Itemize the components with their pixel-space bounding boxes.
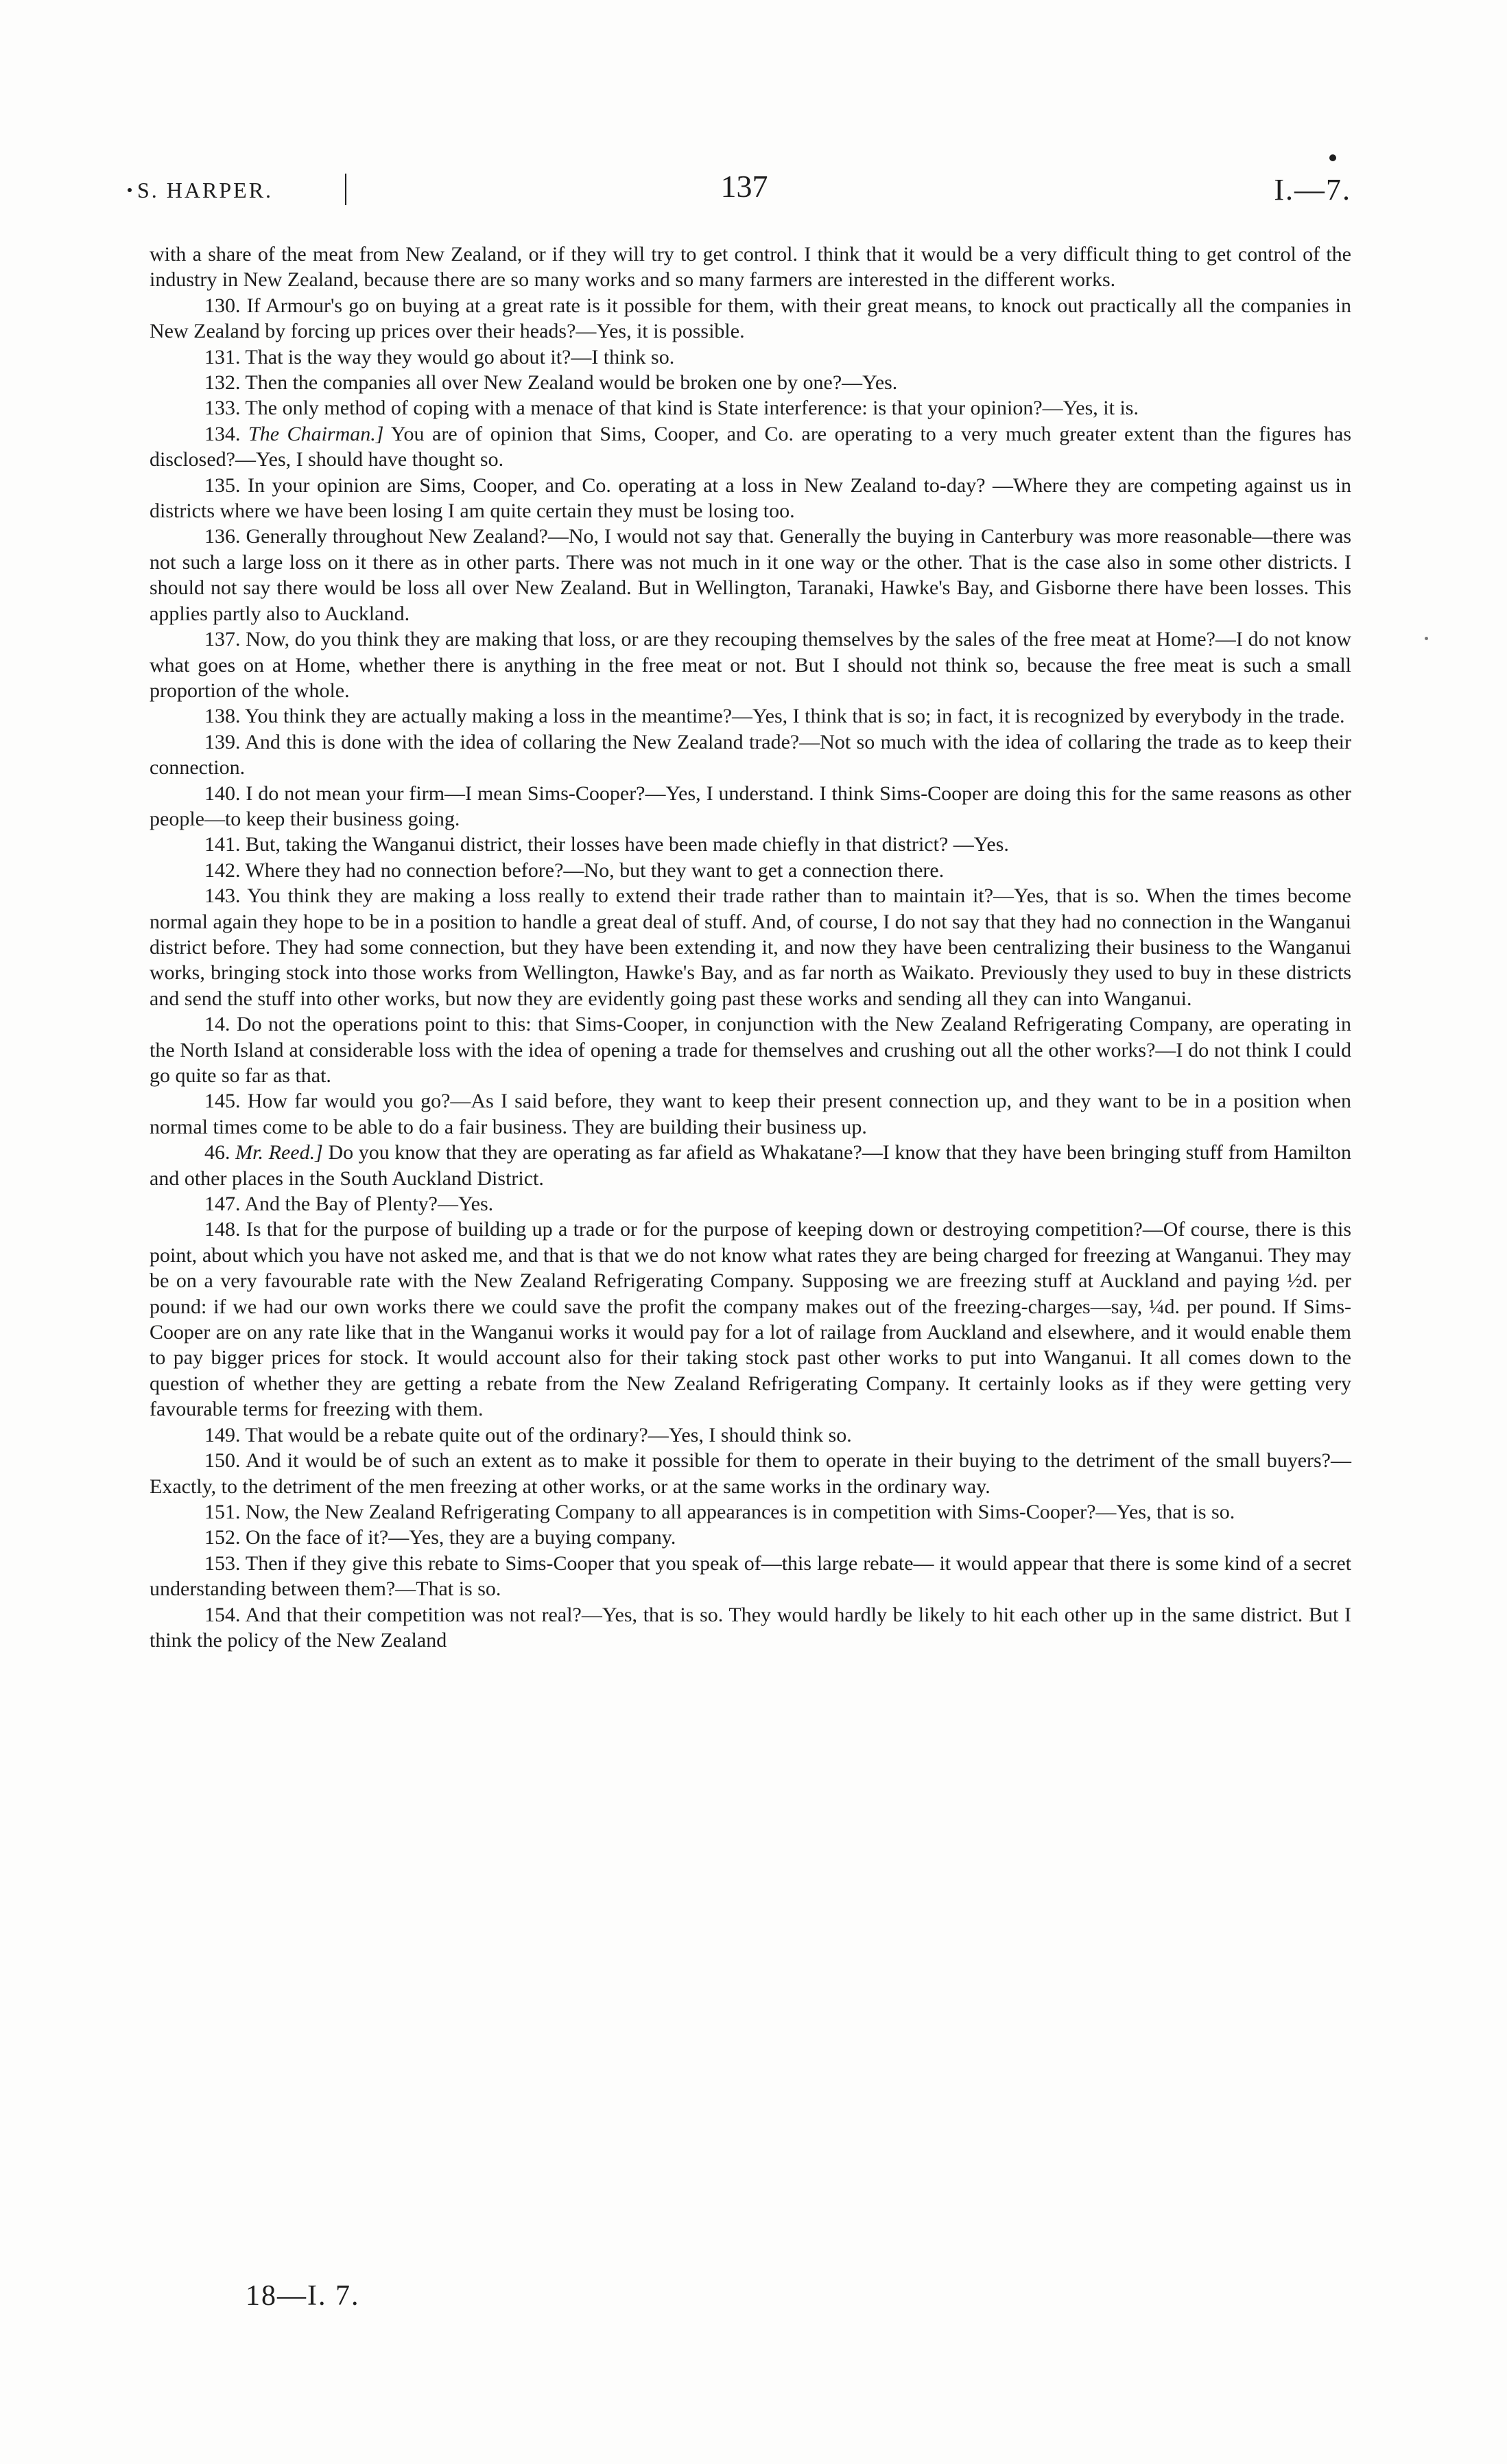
transcript-paragraph: 136. Generally throughout New Zealand?—No, I would not say that. Generally the buying in Canterbury was more reasonable—there was not such a large loss on it there as in other parts. There was not much in it one way or the other. That is the case also in some other districts. I should not say there would be loss all over New Zealand. But in Wellington, Taranaki, Hawke's Bay, and Gisborne there have been losses. This applies partly also to Auckland. [150,525,1351,625]
paper-reference: I.—7. [1274,173,1351,207]
transcript-paragraph: 141. But, taking the Wanganui district, their losses have been made chiefly in that district? —Yes. [204,833,1009,856]
question-number: 46. [204,1141,236,1164]
question-number: 134. [204,422,249,445]
page-number: 137 [720,169,768,204]
transcript-paragraph: 153. Then if they give this rebate to Sims-Cooper that you speak of—this large rebate— it would appear that there is some kind of a secret understanding between them?—That is so. [150,1551,1351,1601]
transcript-paragraph: 148. Is that for the purpose of building up a trade or for the purpose of keeping down or destroying competition?—Of course, there is this point, about which you have not asked me, and that is that we do not know what rates they are being charged for freezing at Wanganui. They may be on a very favourable rate with the New Zealand Refrigerating Company. Supposing we are freezing stuff at Auckland and paying ½d. per pound: if we had our own works there we could save the profit the company makes out of the freezing-charges—say, ¼d. per pound. If Sims-Cooper are on any rate like that in the Wanganui works it would pay for a lot of railage from Auckland and elsewhere, and it would enable them to pay bigger prices for stock. It would account also for their taking stock past other works to put into Wanganui. It all comes down to the question of whether they are getting a rebate from the New Zealand Refrigerating Company. It certainly looks as if they were getting very favourable terms for freezing with them. [150,1218,1351,1421]
transcript-paragraph: 140. I do not mean your firm—I mean Sims-Cooper?—Yes, I understand. I think Sims-Cooper are doing this for the same reasons as other people—to keep their business going. [150,782,1351,830]
transcript-paragraph: 132. Then the companies all over New Zealand would be broken one by one?—Yes. [204,371,898,395]
transcript-paragraph: 152. On the face of it?—Yes, they are a buying company. [204,1526,676,1549]
transcript-paragraph: 145. How far would you go?—As I said before, they want to keep their present connection up, and they want to be in a position when normal times come to be able to do a fair business. They are building their business up. [150,1090,1351,1138]
margin-dot [128,188,132,192]
transcript-paragraph: 154. And that their competition was not real?—Yes, that is so. They would hardly be likely to hit each other up in the same district. But I think the policy of the New Zealand [150,1603,1351,1652]
transcript-paragraph: 130. If Armour's go on buying at a great rate is it possible for them, with their great means, to knock out practically all the companies in New Zealand by forcing up prices over their heads?—Yes, it is possible. [150,294,1351,343]
transcript-paragraph: 143. You think they are making a loss really to extend their trade rather than to maintain it?—Yes, that is so. When the times become normal again they hope to be in a position to handle a great deal of stuff. And, of course, I do not say that they had no connection in the Wanganui district before. They had some connection, but they have been extending it, and now they have been centralizing their business to the Wanganui works, bringing stock into those works from Wellington, Hawke's Bay, and as far north as Waikato. Previously they used to buy in these districts and send the stuff into other works, but now they are evidently going past these works and sending all they can into Wanganui. [150,884,1351,1010]
question-text: Do you know that they are operating as far afield as Whakatane?—I know that they have been bringing stuff from Hamilton and other places in the South Auckland District. [150,1141,1351,1190]
transcript-paragraph: 149. That would be a rebate quite out of the ordinary?—Yes, I should think so. [204,1423,852,1446]
transcript-paragraph: 138. You think they are actually making a loss in the meantime?—Yes, I think that is so; in fact, it is recognized by everybody in the trade. [204,705,1345,728]
speaker-name: The Chairman.] [248,422,384,445]
transcript-paragraph: 133. The only method of coping with a menace of that kind is State interference: is that your opinion?—Yes, it is. [204,397,1139,420]
transcript-paragraph: 131. That is the way they would go about it?—I think so. [204,345,675,368]
transcript-paragraph: 150. And it would be of such an extent as to make it possible for them to operate in their buying to the detriment of the small buyers?—Exactly, to the detriment of the men freezing at other works, or at the same works in the ordinary way. [150,1449,1351,1498]
speaker-name: Mr. Reed.] [235,1141,323,1164]
transcript-paragraph: 137. Now, do you think they are making that loss, or are they recouping themselves by the sales of the free meat at Home?—I do not know what goes on at Home, whether there is anything in the free meat or not. But I should not think so, because the free meat is such a small proportion of the whole. [150,628,1351,702]
transcript-paragraph: 151. Now, the New Zealand Refrigerating Company to all appearances is in competition with Sims-Cooper?—Yes, that is so. [204,1500,1235,1523]
transcript-paragraph: 142. Where they had no connection before?—No, but they want to get a connection there. [204,858,945,882]
transcript-paragraph: with a share of the meat from New Zealand, or if they will try to get control. I think that it would be a very difficult thing to get control of the industry in New Zealand, because there are so many works and so many farmers are interested in the different works. [150,243,1351,292]
signature-mark: 18—I. 7. [246,2280,360,2312]
witness-name: S. HARPER. [137,178,274,202]
transcript-paragraph [150,421,1351,473]
transcript-paragraph: 139. And this is done with the idea of collaring the New Zealand trade?—Not so much with the idea of collaring the trade as to keep their connection. [150,730,1351,779]
question-text: You are of opinion that Sims, Cooper, and Co. are operating to a very much greater extent than the figures has disclosed?—Yes, I should have thought so. [150,422,1351,471]
transcript-paragraph: 14. Do not the operations point to this: that Sims-Cooper, in conjunction with the New Zealand Refrigerating Company, are operating in the North Island at considerable loss with the idea of opening a trade for themselves and crushing out all the other works?—I do not think I could go quite so far as that. [150,1013,1351,1087]
transcript-paragraph: 135. In your opinion are Sims, Cooper, and Co. operating at a loss in New Zealand to-day? —Where they are competing against us in districts where we have been losing I am quite certain they must be losing too. [150,473,1351,523]
transcript-paragraph [150,1140,1351,1191]
transcript-paragraph: 147. And the Bay of Plenty?—Yes. [204,1193,494,1216]
transcript-body [150,242,1351,1653]
running-head [137,168,1351,209]
margin-dot [1329,154,1336,161]
margin-speck [1425,637,1428,640]
